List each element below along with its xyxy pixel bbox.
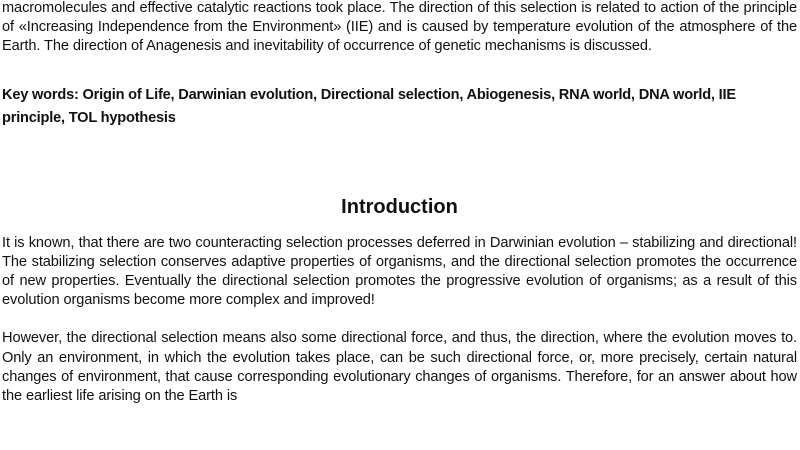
paragraph: However, the directional selection means also some directional force, and thus, the direction, where the evolution moves to. Only an environment, in which the evolution takes place, can be such directional force, or, more precisely, certain natural changes of environment, that cause corresponding evolutionary changes of organisms. Therefore, for an answer about how the earliest life arising on the Earth is	[2, 330, 797, 405]
section-title: Introduction	[341, 195, 458, 218]
keywords: Key words: Origin of Life, Darwinian evolution, Directional selection, Abiogenesis, RNA world, DNA world, IIE principle, TOL hypothesis	[2, 86, 736, 126]
document-page	[2, 0, 797, 406]
paragraph: It is known, that there are two counteracting selection processes deferred in Darwinian evolution – stabilizing and directional! The stabilizing selection conserves adaptive properties of organisms, and the directional selection promotes the occurrence of new properties. Eventually the directional selection promotes the progressive evolution of organisms; as a result of this evolution organisms become more complex and improved!	[2, 234, 797, 309]
abstract-tail: macromolecules and effective catalytic reactions took place. The direction of this selection is related to action of the principle of «Increasing Independence from the Environment» (IIE) and is caused by temperature evolution of the atmosphere of the Earth. The direction of Anagenesis and inevitability of occurrence of genetic mechanisms is discussed.	[2, 0, 797, 55]
